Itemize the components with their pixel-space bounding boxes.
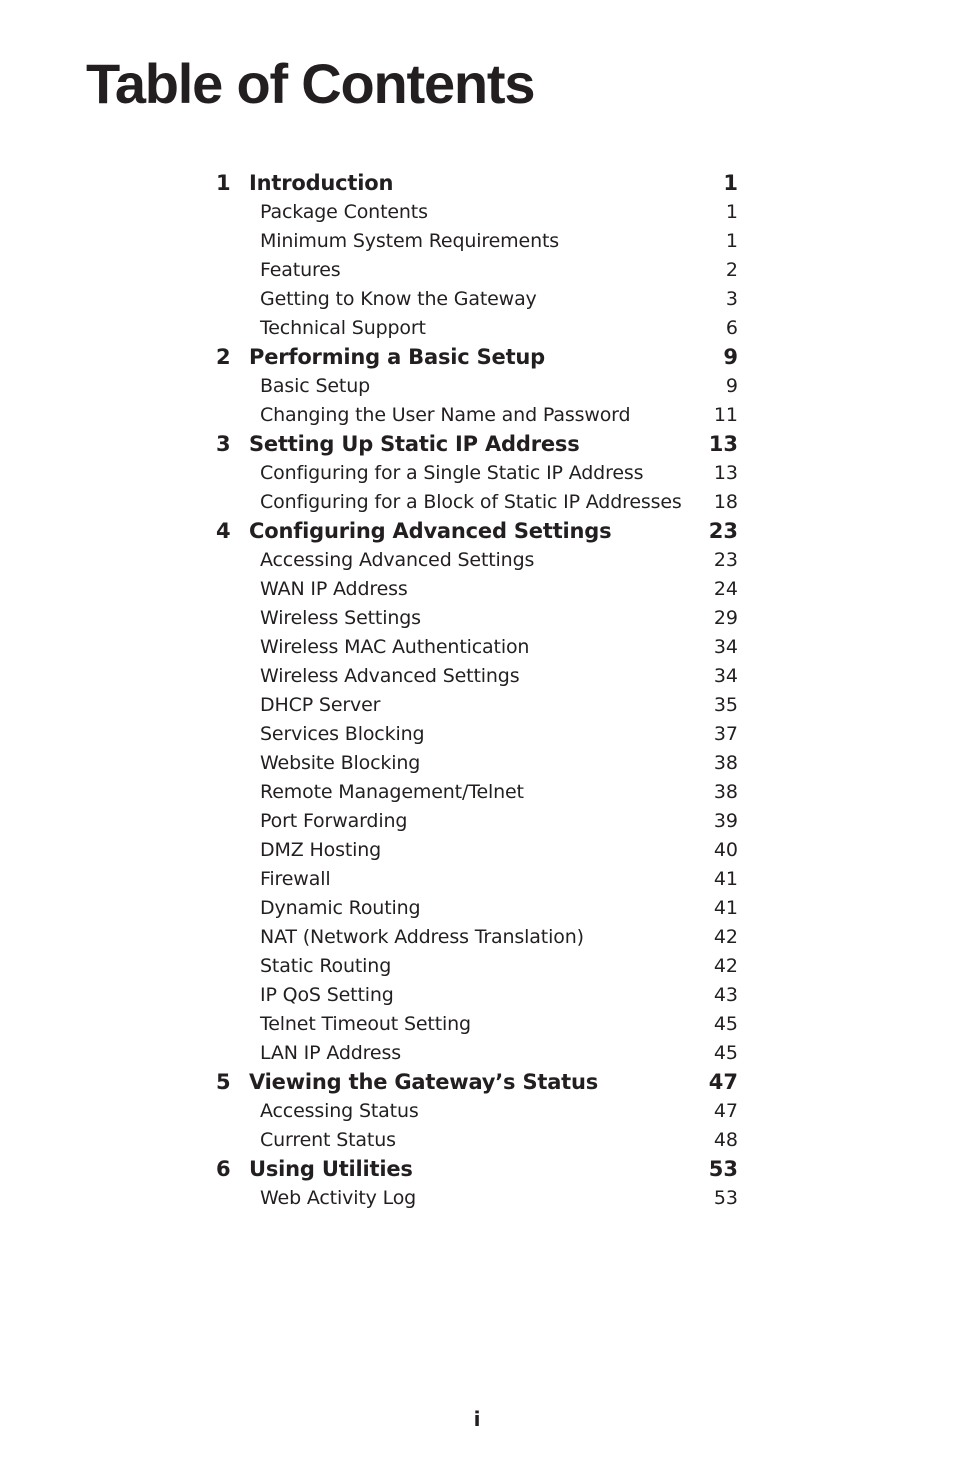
toc-section-row — [216, 1184, 738, 1213]
toc-section-row — [216, 372, 738, 401]
section-title: Changing the User Name and Password — [260, 404, 631, 426]
toc-section-row — [216, 575, 738, 604]
page-reference: 29 — [713, 607, 738, 629]
section-title: Telnet Timeout Setting — [260, 1013, 471, 1035]
page-reference: 18 — [713, 491, 738, 513]
page-reference: 1 — [725, 201, 738, 223]
toc-section-row — [216, 807, 738, 836]
page-reference: 3 — [725, 288, 738, 310]
toc-chapter-row — [216, 1068, 738, 1097]
section-title: WAN IP Address — [260, 578, 408, 600]
page-reference: 38 — [713, 752, 738, 774]
toc-section-row — [216, 401, 738, 430]
page-reference: 45 — [713, 1042, 738, 1064]
toc-section-row — [216, 836, 738, 865]
toc-section-row — [216, 198, 738, 227]
toc-section-row — [216, 749, 738, 778]
toc-section-row — [216, 488, 738, 517]
section-title: Dynamic Routing — [260, 897, 421, 919]
toc-section-row — [216, 1097, 738, 1126]
section-title: Basic Setup — [260, 375, 370, 397]
chapter-number: 1 — [216, 171, 231, 195]
section-title: Services Blocking — [260, 723, 425, 745]
toc-chapter-row — [216, 517, 738, 546]
page-reference: 48 — [713, 1129, 738, 1151]
toc-chapter-row — [216, 430, 738, 459]
toc-section-row — [216, 981, 738, 1010]
page-reference: 47 — [708, 1070, 738, 1094]
page-reference: 34 — [713, 665, 738, 687]
page-reference: 38 — [713, 781, 738, 803]
toc-section-row — [216, 778, 738, 807]
page-reference: 23 — [708, 519, 738, 543]
toc-section-row — [216, 865, 738, 894]
page-reference: 53 — [708, 1157, 738, 1181]
section-title: Features — [260, 259, 341, 281]
chapter-number: 3 — [216, 432, 231, 456]
chapter-title: Configuring Advanced Settings — [249, 519, 612, 543]
page-reference: 45 — [713, 1013, 738, 1035]
section-title: Technical Support — [260, 317, 426, 339]
page-reference: 13 — [713, 462, 738, 484]
chapter-title: Performing a Basic Setup — [249, 345, 545, 369]
toc-section-row — [216, 1126, 738, 1155]
chapter-title: Using Utilities — [249, 1157, 413, 1181]
toc-section-row — [216, 314, 738, 343]
toc-chapter-row — [216, 1155, 738, 1184]
page-reference: 42 — [713, 955, 738, 977]
toc-section-row — [216, 256, 738, 285]
chapter-number: 6 — [216, 1157, 231, 1181]
page-reference: 53 — [713, 1187, 738, 1209]
page-reference: 35 — [713, 694, 738, 716]
toc-section-row — [216, 691, 738, 720]
section-title: Accessing Status — [260, 1100, 419, 1122]
toc-section-row — [216, 662, 738, 691]
section-title: Port Forwarding — [260, 810, 408, 832]
toc-section-row — [216, 923, 738, 952]
toc-section-row — [216, 1010, 738, 1039]
page-reference: 37 — [713, 723, 738, 745]
chapter-number: 5 — [216, 1070, 231, 1094]
page-title: Table of Contents — [86, 52, 535, 115]
toc-section-row — [216, 1039, 738, 1068]
section-title: Firewall — [260, 868, 331, 890]
page-reference: 9 — [725, 375, 738, 397]
section-title: Web Activity Log — [260, 1187, 417, 1209]
toc-section-row — [216, 894, 738, 923]
section-title: Getting to Know the Gateway — [260, 288, 537, 310]
section-title: Remote Management/Telnet — [260, 781, 524, 803]
section-title: Current Status — [260, 1129, 396, 1151]
page-reference: 1 — [723, 171, 738, 195]
page-reference: 34 — [713, 636, 738, 658]
toc-section-row — [216, 604, 738, 633]
section-title: Wireless MAC Authentication — [260, 636, 530, 658]
toc-chapter-row — [216, 343, 738, 372]
page-reference: 1 — [725, 230, 738, 252]
toc-section-row — [216, 720, 738, 749]
section-title: Wireless Advanced Settings — [260, 665, 520, 687]
section-title: Minimum System Requirements — [260, 230, 560, 252]
page-number: i — [473, 1407, 481, 1431]
page-reference: 2 — [725, 259, 738, 281]
section-title: DHCP Server — [260, 694, 381, 716]
chapter-title: Introduction — [249, 171, 394, 195]
page-reference: 43 — [713, 984, 738, 1006]
section-title: Wireless Settings — [260, 607, 421, 629]
section-title: IP QoS Setting — [260, 984, 394, 1006]
chapter-title: Setting Up Static IP Address — [249, 432, 580, 456]
chapter-title: Viewing the Gateway’s Status — [249, 1070, 599, 1094]
page-reference: 23 — [713, 549, 738, 571]
section-title: Accessing Advanced Settings — [260, 549, 535, 571]
page-reference: 9 — [723, 345, 738, 369]
page-reference: 11 — [713, 404, 738, 426]
toc-chapter-row — [216, 169, 738, 198]
section-title: Website Blocking — [260, 752, 421, 774]
section-title: Configuring for a Single Static IP Address — [260, 462, 644, 484]
page-reference: 6 — [725, 317, 738, 339]
table-of-contents — [216, 169, 738, 1213]
section-title: DMZ Hosting — [260, 839, 382, 861]
section-title: LAN IP Address — [260, 1042, 401, 1064]
page-reference: 39 — [713, 810, 738, 832]
section-title: Package Contents — [260, 201, 428, 223]
toc-section-row — [216, 546, 738, 575]
section-title: Configuring for a Block of Static IP Addresses — [260, 491, 682, 513]
page-reference: 42 — [713, 926, 738, 948]
section-title: Static Routing — [260, 955, 392, 977]
toc-section-row — [216, 952, 738, 981]
section-title: NAT (Network Address Translation) — [260, 926, 584, 948]
page-reference: 24 — [713, 578, 738, 600]
page-reference: 41 — [713, 868, 738, 890]
toc-section-row — [216, 227, 738, 256]
toc-section-row — [216, 459, 738, 488]
toc-section-row — [216, 633, 738, 662]
page-reference: 47 — [713, 1100, 738, 1122]
chapter-number: 4 — [216, 519, 231, 543]
page-reference: 40 — [713, 839, 738, 861]
page-reference: 13 — [708, 432, 738, 456]
page-reference: 41 — [713, 897, 738, 919]
chapter-number: 2 — [216, 345, 231, 369]
toc-section-row — [216, 285, 738, 314]
